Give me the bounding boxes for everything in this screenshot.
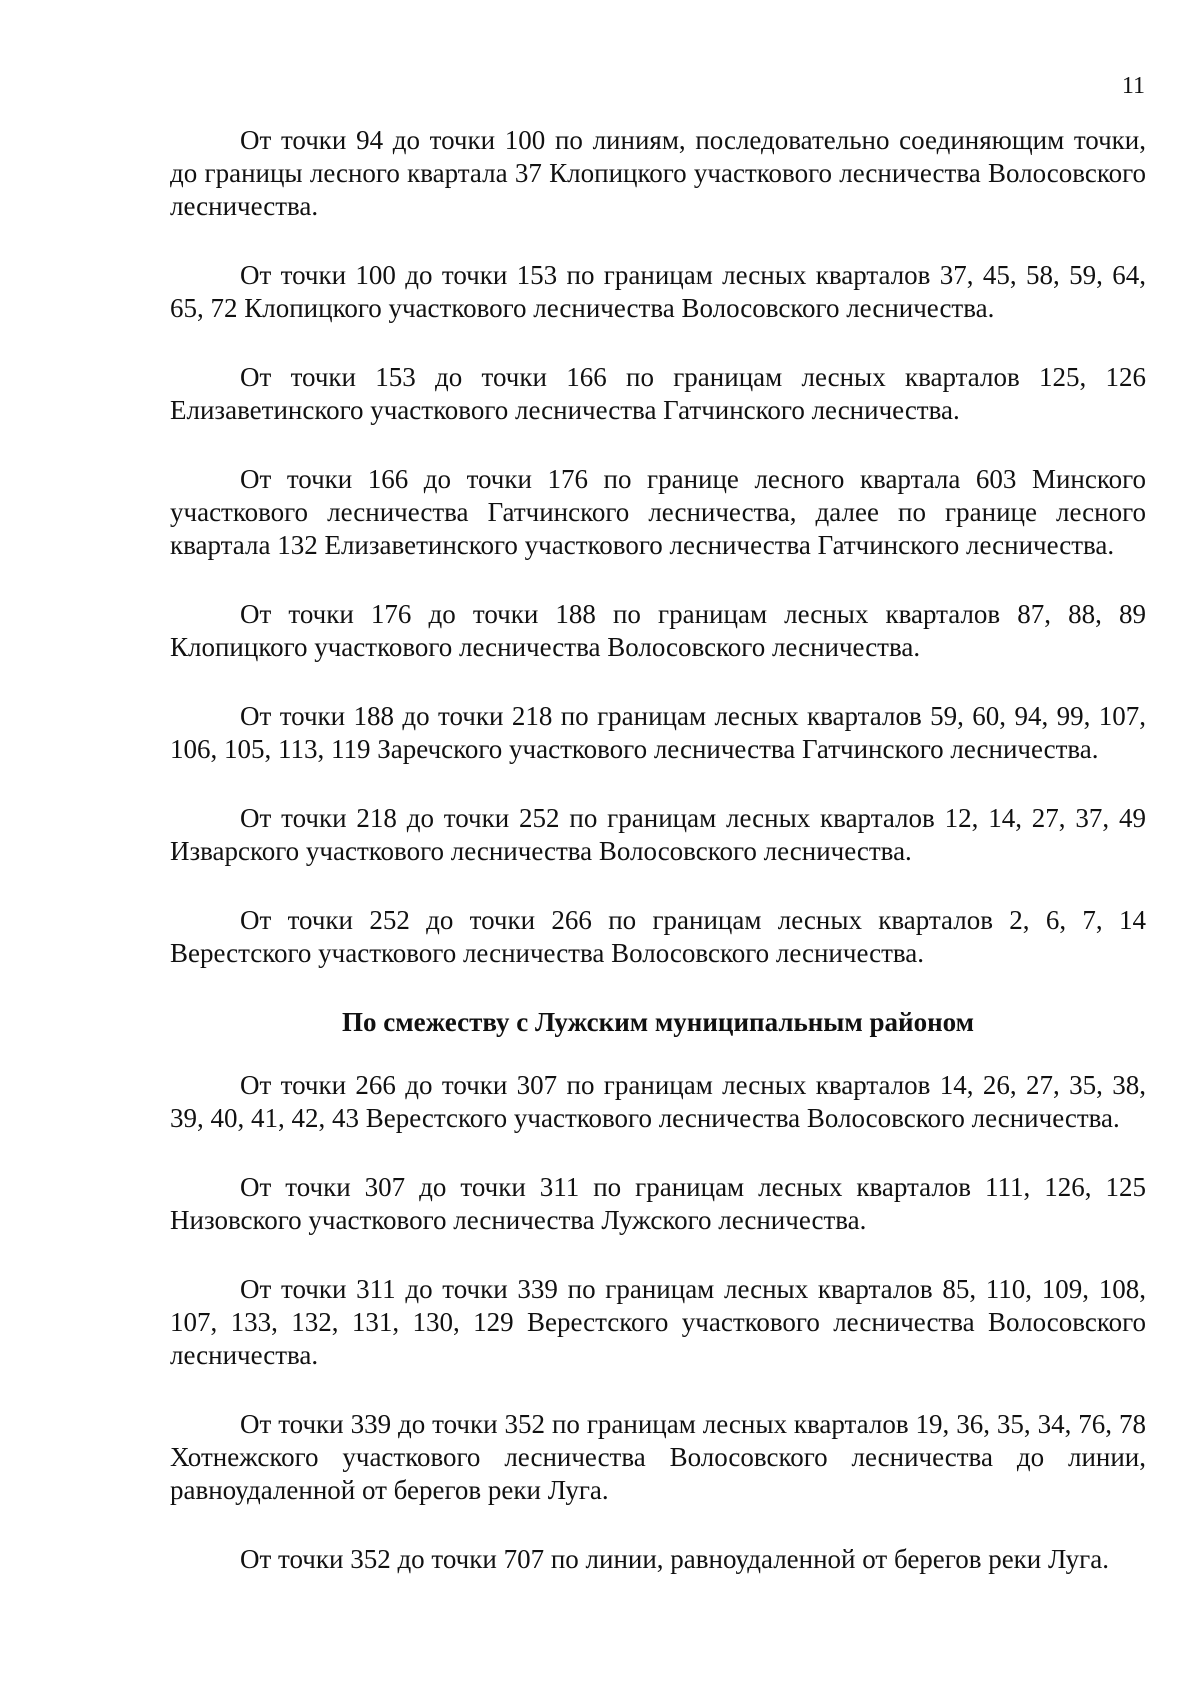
section-heading: По смежеству с Лужским муниципальным районом: [341, 1007, 975, 1037]
paragraph: От точки 311 до точки 339 по границам лесных кварталов 85, 110, 109, 108, 107, 133, 132, 131, 130, 129 Верестского участкового лесничества Волосовского лесничества.: [170, 1274, 1146, 1370]
paragraph: От точки 307 до точки 311 по границам лесных кварталов 111, 126, 125 Низовского участкового лесничества Лужского лесничества.: [170, 1172, 1146, 1235]
paragraph: От точки 100 до точки 153 по границам лесных кварталов 37, 45, 58, 59, 64, 65, 72 Клопицкого участкового лесничества Волосовского лесничества.: [170, 260, 1146, 323]
paragraph: От точки 352 до точки 707 по линии, равноудаленной от берегов реки Луга.: [240, 1544, 1109, 1574]
page-number: 11: [1121, 73, 1145, 99]
paragraph: От точки 266 до точки 307 по границам лесных кварталов 14, 26, 27, 35, 38, 39, 40, 41, 42, 43 Верестского участкового лесничества Волосовского лесничества.: [170, 1070, 1146, 1133]
paragraph: От точки 94 до точки 100 по линиям, последовательно соединяющим точки, до границы лесного квартала 37 Клопицкого участкового лесничества Волосовского лесничества.: [170, 125, 1146, 221]
paragraph: От точки 176 до точки 188 по границам лесных кварталов 87, 88, 89 Клопицкого участкового лесничества Волосовского лесничества.: [170, 599, 1146, 662]
paragraph: От точки 166 до точки 176 по границе лесного квартала 603 Минского участкового лесничества Гатчинского лесничества, далее по границе лесного квартала 132 Елизаветинского участкового лесничества Гатчинского лесничества.: [170, 464, 1146, 560]
paragraph: От точки 188 до точки 218 по границам лесных кварталов 59, 60, 94, 99, 107, 106, 105, 113, 119 Заречского участкового лесничества Гатчинского лесничества.: [170, 701, 1146, 764]
paragraph: От точки 153 до точки 166 по границам лесных кварталов 125, 126 Елизаветинского участкового лесничества Гатчинского лесничества.: [170, 362, 1146, 425]
paragraph: От точки 252 до точки 266 по границам лесных кварталов 2, 6, 7, 14 Верестского участкового лесничества Волосовского лесничества.: [170, 905, 1146, 968]
paragraph: От точки 339 до точки 352 по границам лесных кварталов 19, 36, 35, 34, 76, 78 Хотнежского участкового лесничества Волосовского лесничества до линии, равноудаленной от берегов реки Луга.: [170, 1409, 1146, 1505]
document-body: [170, 124, 1146, 1612]
paragraph: От точки 218 до точки 252 по границам лесных кварталов 12, 14, 27, 37, 49 Изварского участкового лесничества Волосовского лесничества.: [170, 803, 1146, 866]
